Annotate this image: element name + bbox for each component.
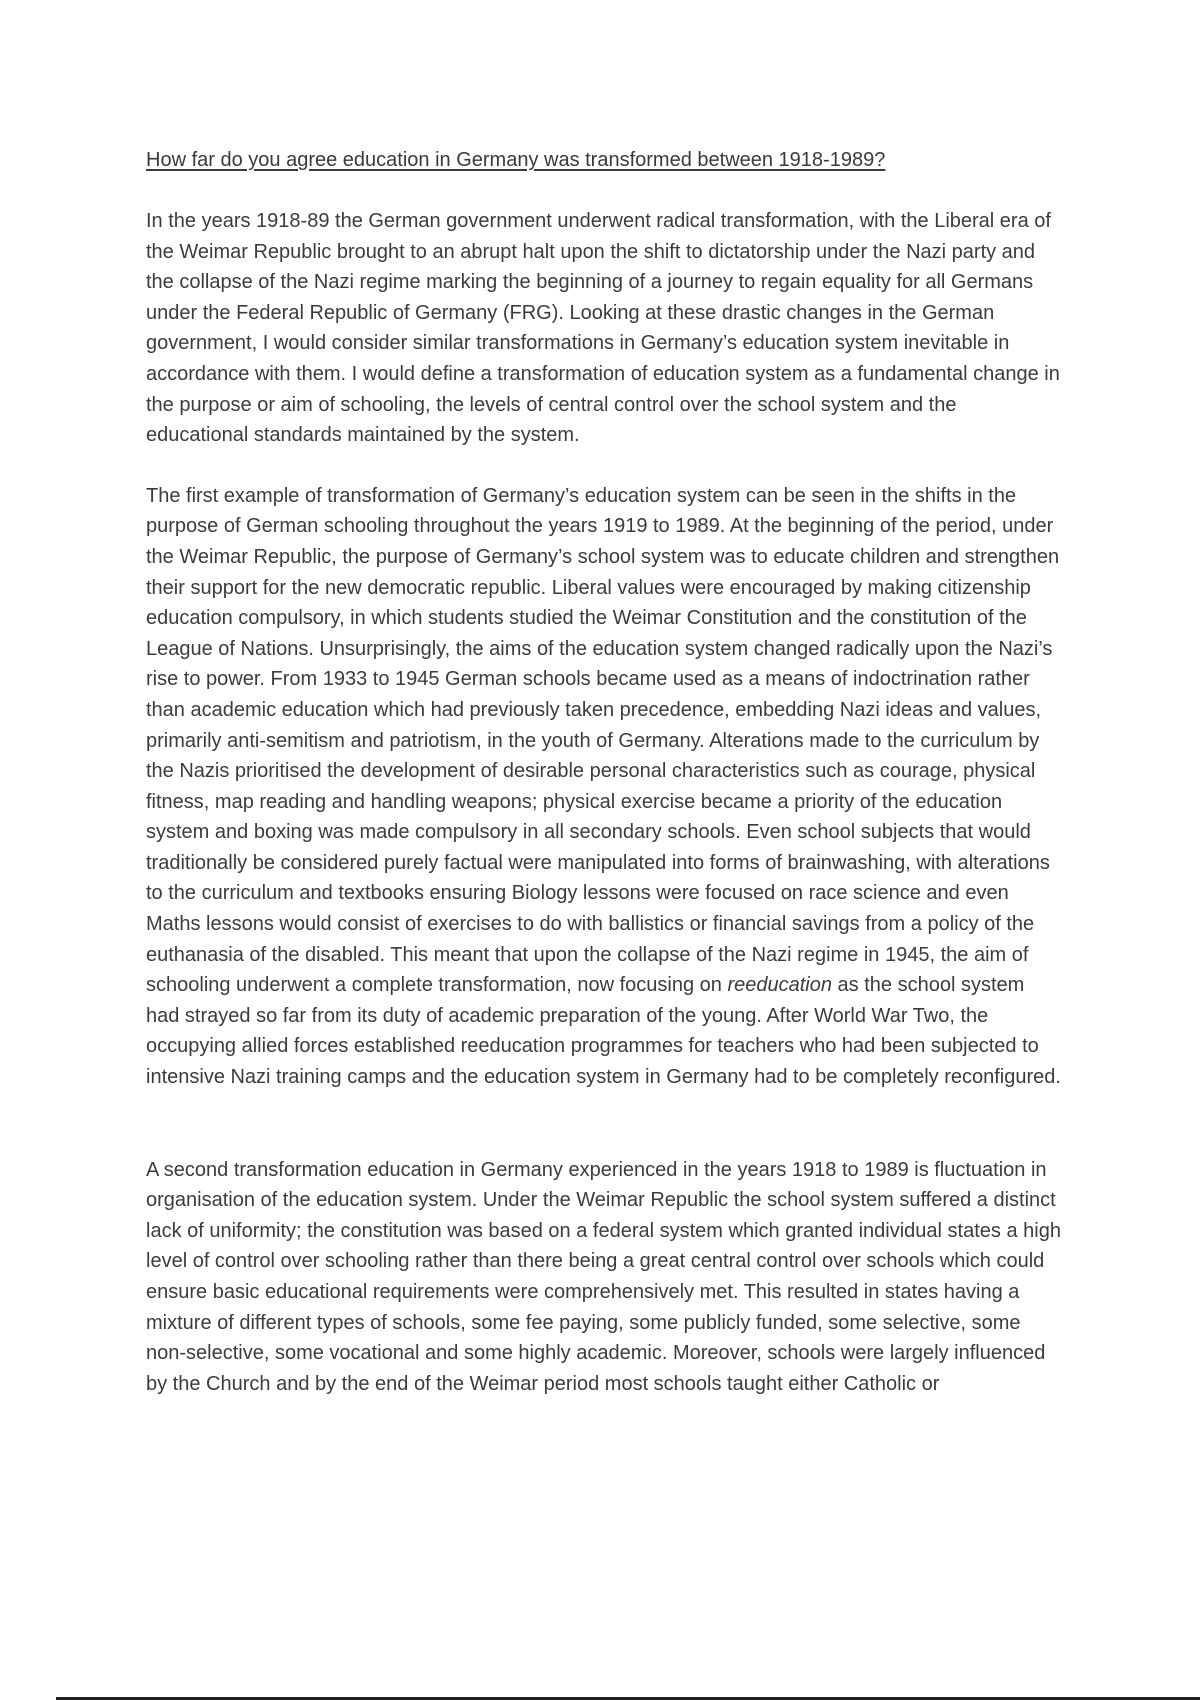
paragraph-purpose-of-schooling xyxy=(146,481,1062,1093)
italic-term: reeducation xyxy=(727,974,832,997)
paragraph-introduction: In the years 1918-89 the German government underwent radical transformation, with the Liberal era of the Weimar Republic brought to an abrupt halt upon the shift to dictatorship under the Nazi party and the collapse of the Nazi regime marking the beginning of a journey to regain equality for all Germans under the Federal Republic of Germany (FRG). Looking at these drastic changes in the German government, I would consider similar transformations in Germany’s education system inevitable in accordance with them. I would define a transformation of education system as a fundamental change in the purpose or aim of schooling, the levels of central control over the school system and the educational standards maintained by the system. xyxy=(146,210,1060,447)
essay-title: How far do you agree education in Germany was transformed between 1918-1989? xyxy=(146,149,886,171)
paragraph-organisation: A second transformation education in Germany experienced in the years 1918 to 1989 is fluctuation in organisation of the education system. Under the Weimar Republic the school system suffered a distinct lack of uniformity; the constitution was based on a federal system which granted individual states a high level of control over schooling rather than there being a great central control over schools which could ensure basic educational requirements were comprehensively met. This resulted in states having a mixture of different types of schools, some fee paying, some publicly funded, some selective, some non-selective, some vocational and some highly academic. Moreover, schools were largely influenced by the Church and by the end of the Weimar period most schools taught either Catholic or xyxy=(146,1158,1061,1395)
document-body xyxy=(146,145,1062,1429)
paragraph-text-part: as the school system had strayed so far from its duty of academic preparation of the young. After World War Two, the occupying allied forces established reeducation programmes for teachers who had been subjected to intensive Nazi training camps and the education system in Germany had to be completely reconfigured. xyxy=(146,974,1061,1089)
paragraph-text-part: The first example of transformation of Germany’s education system can be seen in the shifts in the purpose of German schooling throughout the years 1919 to 1989. At the beginning of the period, under the Weimar Republic, the purpose of Germany’s school system was to educate children and strengthen their support for the new democratic republic. Liberal values were encouraged by making citizenship education compulsory, in which students studied the Weimar Constitution and the constitution of the League of Nations. Unsurprisingly, the aims of the education system changed radically upon the Nazi’s rise to power. From 1933 to 1945 German schools became used as a means of indoctrination rather than academic education which had previously taken precedence, embedding Nazi ideas and values, primarily anti-semitism and patriotism, in the youth of Germany. Alterations made to the curriculum by the Nazis prioritised the development of desirable personal characteristics such as courage, physical fitness, map reading and handling weapons; physical exercise became a priority of the education system and boxing was made compulsory in all secondary schools. Even school subjects that would traditionally be considered purely factual were manipulated into forms of brainwashing, with alterations to the curriculum and textbooks ensuring Biology lessons were focused on race science and even Maths lessons would consist of exercises to do with ballistics or financial savings from a policy of the euthanasia of the disabled. This meant that upon the collapse of the Nazi regime in 1945, the aim of schooling underwent a complete transformation, now focusing on xyxy=(146,484,1060,997)
